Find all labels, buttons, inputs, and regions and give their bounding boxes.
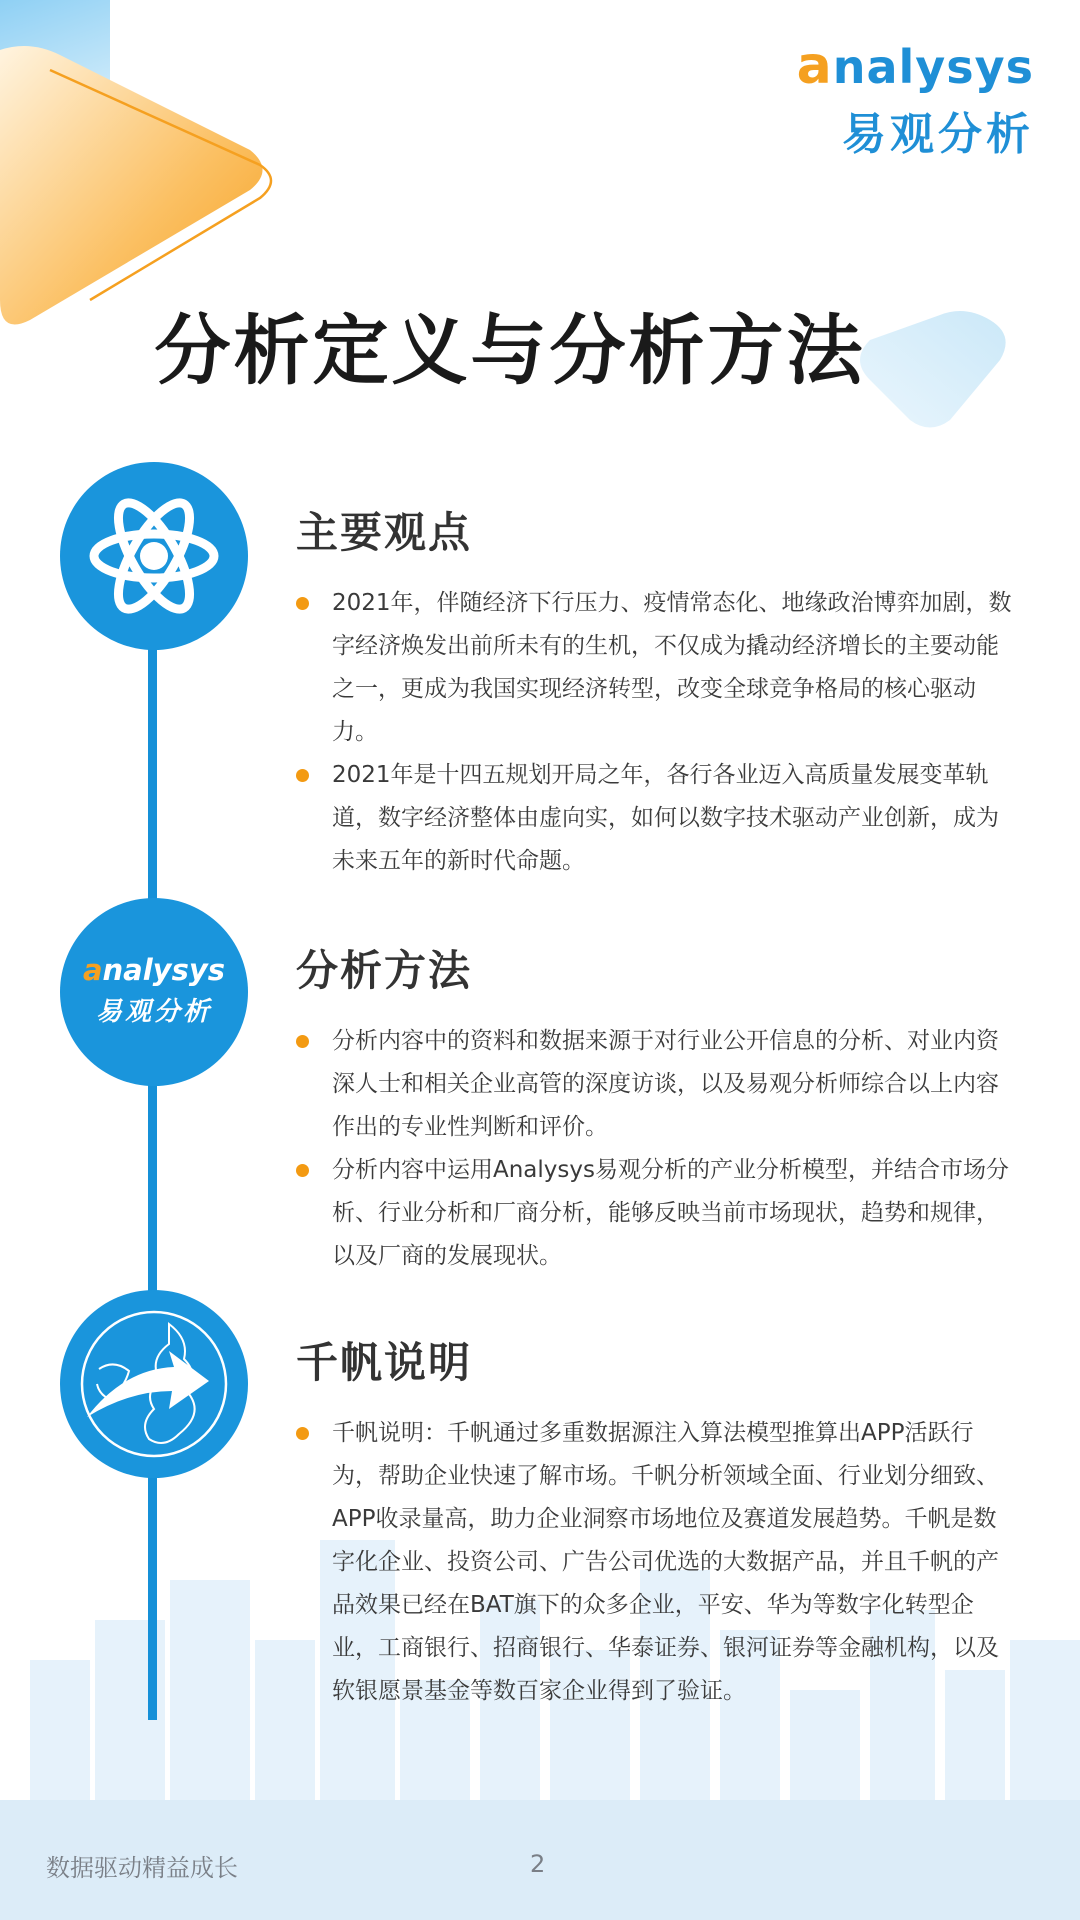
page-number: 2 bbox=[530, 1850, 546, 1878]
orange-triangle-decoration bbox=[0, 30, 290, 330]
brand-logo bbox=[796, 36, 1034, 162]
bullet-dot bbox=[296, 1035, 309, 1048]
circle-brand-zh: 易观分析 bbox=[95, 997, 212, 1027]
globe-arrow-icon bbox=[60, 1290, 248, 1478]
bullet-item: 千帆说明：千帆通过多重数据源注入算法模型推算出APP活跃行为，帮助企业快速了解市场。千帆分析领域全面、行业划分细致、APP收录量高，助力企业洞察市场地位及赛道发展趋势。千帆是数字化企业、投资公司、广告公司优选的大数据产品，并且千帆的产品效果已经在BAT旗下的众多企业，平安、华为等数字化转型企业，工商银行、招商银行、华泰证券、银河证券等金融机构，以及软银愿景基金等数百家企业得到了验证。 bbox=[296, 1412, 1016, 1713]
section-heading: 主要观点 bbox=[296, 508, 473, 557]
page-title: 分析定义与分析方法 bbox=[154, 306, 866, 395]
bullet-list bbox=[296, 1020, 1016, 1278]
bullet-dot bbox=[296, 1427, 309, 1440]
section-heading: 分析方法 bbox=[296, 946, 473, 995]
bullet-item: 2021年是十四五规划开局之年，各行各业迈入高质量发展变革轨道，数字经济整体由虚向实，如何以数字技术驱动产业创新，成为未来五年的新时代命题。 bbox=[296, 754, 1016, 883]
bullet-list bbox=[296, 1412, 1016, 1713]
section-qianfan-note bbox=[296, 1330, 1016, 1713]
brand-name-zh: 易观分析 bbox=[842, 109, 1034, 160]
bullet-list bbox=[296, 582, 1016, 883]
circle-brand-en: analysys bbox=[82, 953, 226, 987]
footer-slogan: 数据驱动精益成长 bbox=[46, 1854, 238, 1882]
section-heading: 千帆说明 bbox=[296, 1338, 473, 1387]
section-analysis-method bbox=[296, 938, 1016, 1278]
timeline-line bbox=[148, 560, 157, 1720]
bullet-dot bbox=[296, 597, 309, 610]
atom-icon bbox=[60, 462, 248, 650]
bullet-item: 分析内容中的资料和数据来源于对行业公开信息的分析、对业内资深人士和相关企业高管的深度访谈，以及易观分析师综合以上内容作出的专业性判断和评价。 bbox=[296, 1020, 1016, 1149]
brand-name-en: analysys bbox=[796, 36, 1034, 96]
bullet-dot bbox=[296, 769, 309, 782]
bullet-dot bbox=[296, 1164, 309, 1177]
bullet-item: 分析内容中运用Analysys易观分析的产业分析模型，并结合市场分析、行业分析和厂商分析，能够反映当前市场现状，趋势和规律，以及厂商的发展现状。 bbox=[296, 1149, 1016, 1278]
analysys-logo-icon bbox=[60, 898, 248, 1086]
bullet-item: 2021年，伴随经济下行压力、疫情常态化、地缘政治博弈加剧，数字经济焕发出前所未有的生机，不仅成为撬动经济增长的主要动能之一，更成为我国实现经济转型，改变全球竞争格局的核心驱动力。 bbox=[296, 582, 1016, 754]
section-main-views bbox=[296, 500, 1016, 883]
